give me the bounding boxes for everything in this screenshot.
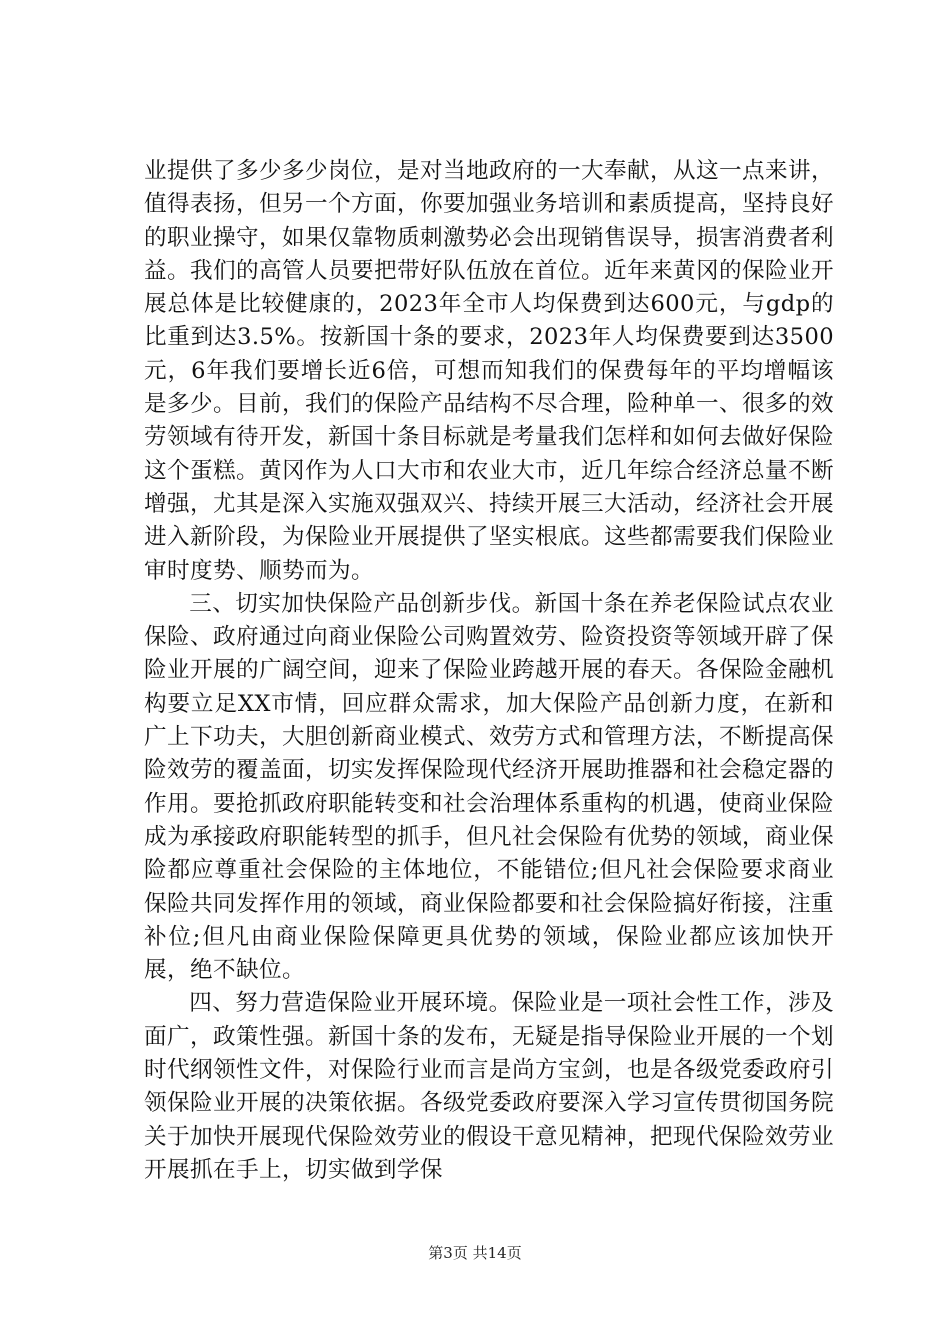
document-body xyxy=(144,155,834,1187)
page-number-label: 第3页 共14页 xyxy=(428,1244,522,1262)
page-footer xyxy=(0,1242,950,1263)
paragraph-section-three: 三、切实加快保险产品创新步伐。新国十条在养老保险试点农业保险、政府通过向商业保险公司购置效劳、险资投资等领域开辟了保险业开展的广阔空间，迎来了保险业跨越开展的春天。各保险金融机构要立足XX市情，回应群众需求，加大保险产品创新力度，在新和广上下功夫，大胆创新商业模式、效劳方式和管理方法，不断提高保险效劳的覆盖面，切实发挥保险现代经济开展助推器和社会稳定器的作用。要抢抓政府职能转变和社会治理体系重构的机遇，使商业保险成为承接政府职能转型的抓手，但凡社会保险有优势的领域，商业保险都应尊重社会保险的主体地位，不能错位;但凡社会保险要求商业保险共同发挥作用的领域，商业保险都要和社会保险搞好衔接，注重补位;但凡由商业保险保障更具优势的领域，保险业都应该加快开展，绝不缺位。 xyxy=(144,590,834,984)
paragraph-continuation: 业提供了多少多少岗位，是对当地政府的一大奉献，从这一点来讲，值得表扬，但另一个方面，你要加强业务培训和素质提高，坚持良好的职业操守，如果仅靠物质刺激势必会出现销售误导，损害消费者利益。我们的高管人员要把带好队伍放在首位。近年来黄冈的保险业开展总体是比较健康的，2023年全市人均保费到达600元，与gdp的比重到达3.5%。按新国十条的要求，2023年人均保费要到达3500元，6年我们要增长近6倍，可想而知我们的保费每年的平均增幅该是多少。目前，我们的保险产品结构不尽合理，险种单一、很多的效劳领域有待开发，新国十条目标就是考量我们怎样和如何去做好保险这个蛋糕。黄冈作为人口大市和农业大市，近几年综合经济总量不断增强，尤其是深入实施双强双兴、持续开展三大活动，经济社会开展进入新阶段，为保险业开展提供了坚实根底。这些都需要我们保险业审时度势、顺势而为。 xyxy=(144,158,834,584)
paragraph-section-four: 四、努力营造保险业开展环境。保险业是一项社会性工作，涉及面广，政策性强。新国十条的发布，无疑是指导保险业开展的一个划时代纲领性文件，对保险行业而言是尚方宝剑，也是各级党委政府引领保险业开展的决策依据。各级党委政府要深入学习宣传贯彻国务院关于加快开展现代保险效劳业的假设干意见精神，把现代保险效劳业开展抓在手上，切实做到学保 xyxy=(144,990,834,1183)
